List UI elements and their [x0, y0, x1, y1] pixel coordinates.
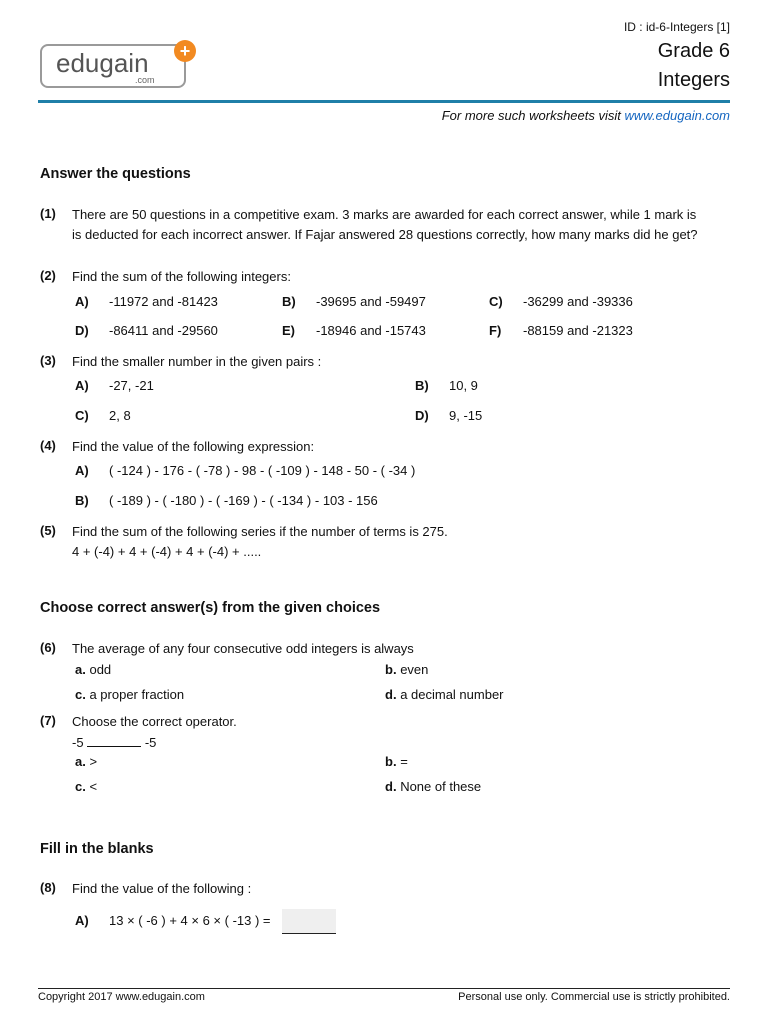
section-heading-fill: Fill in the blanks [40, 841, 154, 857]
option-item: A) 13 × ( -6 ) + 4 × 6 × ( -13 ) = [75, 913, 271, 928]
option-item: C) 2, 8 [75, 408, 131, 423]
visit-prefix: For more such worksheets visit [441, 108, 621, 123]
series-expression: 4 + (-4) + 4 + (-4) + 4 + (-4) + ..... [72, 544, 262, 559]
question-text: There are 50 questions in a competitive exam. 3 marks are awarded for each correct answer, while 1 mark is is deducted for each incorrect answer. If Fajar answered 28 questions correctly, how many marks did he get? [72, 207, 698, 242]
choice-item[interactable]: d. a decimal number [385, 687, 504, 702]
grade-title: Grade 6 [657, 40, 730, 62]
footer-rule [38, 988, 730, 989]
option-item: F) -88159 and -21323 [489, 323, 633, 338]
choice-item[interactable]: d. None of these [385, 779, 482, 794]
operator-expression: -5 -5 [72, 732, 702, 753]
edugain-link[interactable]: www.edugain.com [624, 108, 730, 123]
logo-word: edugain [56, 48, 149, 78]
question-text: Choose the correct operator. [72, 714, 237, 729]
logo-com: .com [135, 75, 155, 85]
topic-title: Integers [657, 69, 730, 91]
question-text: Find the sum of the following integers: [72, 269, 291, 284]
question-text: The average of any four consecutive odd integers is always [72, 641, 414, 656]
option-item: E) -18946 and -15743 [282, 323, 426, 338]
choice-item[interactable]: a. > [75, 754, 98, 769]
option-item: C) -36299 and -39336 [489, 294, 633, 309]
option-item: A) ( -124 ) - 176 - ( -78 ) - 98 - ( -109 ) - 148 - 50 - ( -34 ) [75, 463, 416, 478]
question-number: (7) [40, 713, 56, 728]
question-number: (5) [40, 523, 56, 538]
question-number: (4) [40, 438, 56, 453]
option-item: D) 9, -15 [415, 408, 483, 423]
choice-item[interactable]: a. odd [75, 662, 112, 677]
footer-copyright: Copyright 2017 www.edugain.com [38, 991, 205, 1003]
question-text: Find the value of the following expression: [72, 439, 315, 454]
choice-item[interactable]: c. < [75, 779, 98, 794]
worksheet-id: ID : id-6-Integers [1] [623, 20, 730, 34]
question-text: Find the value of the following : [72, 881, 252, 896]
option-item: B) 10, 9 [415, 378, 478, 393]
question-text: Find the smaller number in the given pairs : [72, 354, 322, 369]
question-number: (3) [40, 353, 56, 368]
section-heading-answer: Answer the questions [40, 166, 191, 182]
option-item: A) -11972 and -81423 [75, 294, 218, 309]
question-number: (8) [40, 880, 56, 895]
question-text: Find the sum of the following series if the number of terms is 275. [72, 524, 448, 539]
footer-notice: Personal use only. Commercial use is strictly prohibited. [458, 991, 730, 1003]
question-number: (2) [40, 268, 56, 283]
answer-input-box[interactable] [282, 909, 336, 934]
option-item: D) -86411 and -29560 [75, 323, 218, 338]
choice-item[interactable]: c. a proper fraction [75, 687, 185, 702]
operator-blank[interactable] [87, 732, 141, 747]
choice-item[interactable]: b. even [385, 662, 429, 677]
question-number: (6) [40, 640, 56, 655]
option-item: B) ( -189 ) - ( -180 ) - ( -169 ) - ( -134 ) - 103 - 156 [75, 493, 378, 508]
section-heading-choices: Choose correct answer(s) from the given choices [40, 600, 381, 616]
choice-item[interactable]: b. = [385, 754, 408, 769]
plus-icon: + [174, 40, 196, 62]
edugain-logo [40, 41, 191, 92]
option-item: A) -27, -21 [75, 378, 154, 393]
visit-line [442, 108, 730, 123]
question-number: (1) [40, 206, 56, 221]
header-rule [38, 100, 730, 103]
option-item: B) -39695 and -59497 [282, 294, 426, 309]
